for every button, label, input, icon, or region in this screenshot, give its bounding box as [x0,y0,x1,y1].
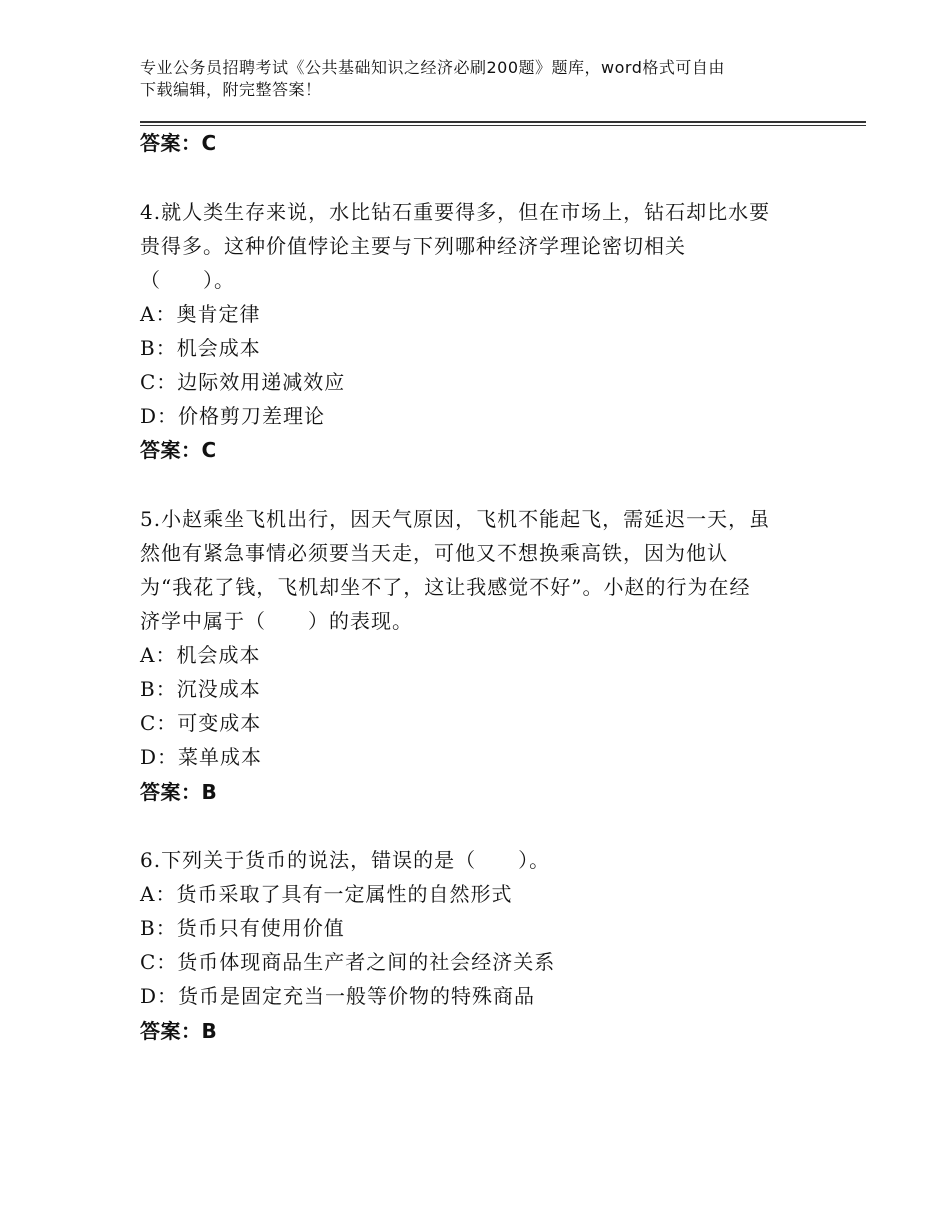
document-header [140,57,830,101]
header-line-1: 专业公务员招聘考试《公共基础知识之经济必刷200题》题库，word格式可自由 [140,58,725,77]
q6-option-a: A：货币采取了具有一定属性的自然形式 [140,882,513,906]
q5-option-b: B：沉没成本 [140,677,261,701]
q6-option-d: D：货币是固定充当一般等价物的特殊商品 [140,984,536,1008]
q5-stem-line-1: 5.小赵乘坐飞机出行，因天气原因，飞机不能起飞，需延迟一天，虽 [140,507,771,531]
q5-stem-line-4: 济学中属于（ ）的表现。 [140,609,413,633]
q5-stem-line-2: 然他有紧急事情必须要当天走，可他又不想换乘高铁，因为他认 [140,541,728,565]
q6-option-c: C：货币体现商品生产者之间的社会经济关系 [140,950,556,974]
q4-stem-line-1: 4.就人类生存来说，水比钻石重要得多，但在市场上，钻石却比水要 [140,200,771,224]
q4-option-c: C：边际效用递减效应 [140,370,346,394]
q4-stem-line-2: 贵得多。这种价值悖论主要与下列哪种经济学理论密切相关 [140,234,686,258]
q3-answer: 答案：C [140,131,217,155]
q5-option-a: A：机会成本 [140,643,261,667]
q4-answer: 答案：C [140,438,217,462]
q4-option-d: D：价格剪刀差理论 [140,404,326,428]
q6-option-b: B：货币只有使用价值 [140,916,345,940]
q5-answer: 答案：B [140,780,218,804]
header-rule-thick [140,121,866,123]
q6-answer: 答案：B [140,1019,218,1043]
q4-option-b: B：机会成本 [140,336,261,360]
q5-option-d: D：菜单成本 [140,745,263,769]
q4-stem-line-3: （ ）。 [140,268,235,292]
q6-stem-line-1: 6.下列关于货币的说法，错误的是（ ）。 [140,848,551,872]
q4-option-a: A：奥肯定律 [140,302,261,326]
q5-option-c: C：可变成本 [140,711,262,735]
header-line-2: 下载编辑，附完整答案！ [140,80,322,99]
q5-stem-line-3: 为“我花了钱，飞机却坐不了，这让我感觉不好”。小赵的行为在经 [140,575,751,599]
header-rule-thin [140,125,866,126]
